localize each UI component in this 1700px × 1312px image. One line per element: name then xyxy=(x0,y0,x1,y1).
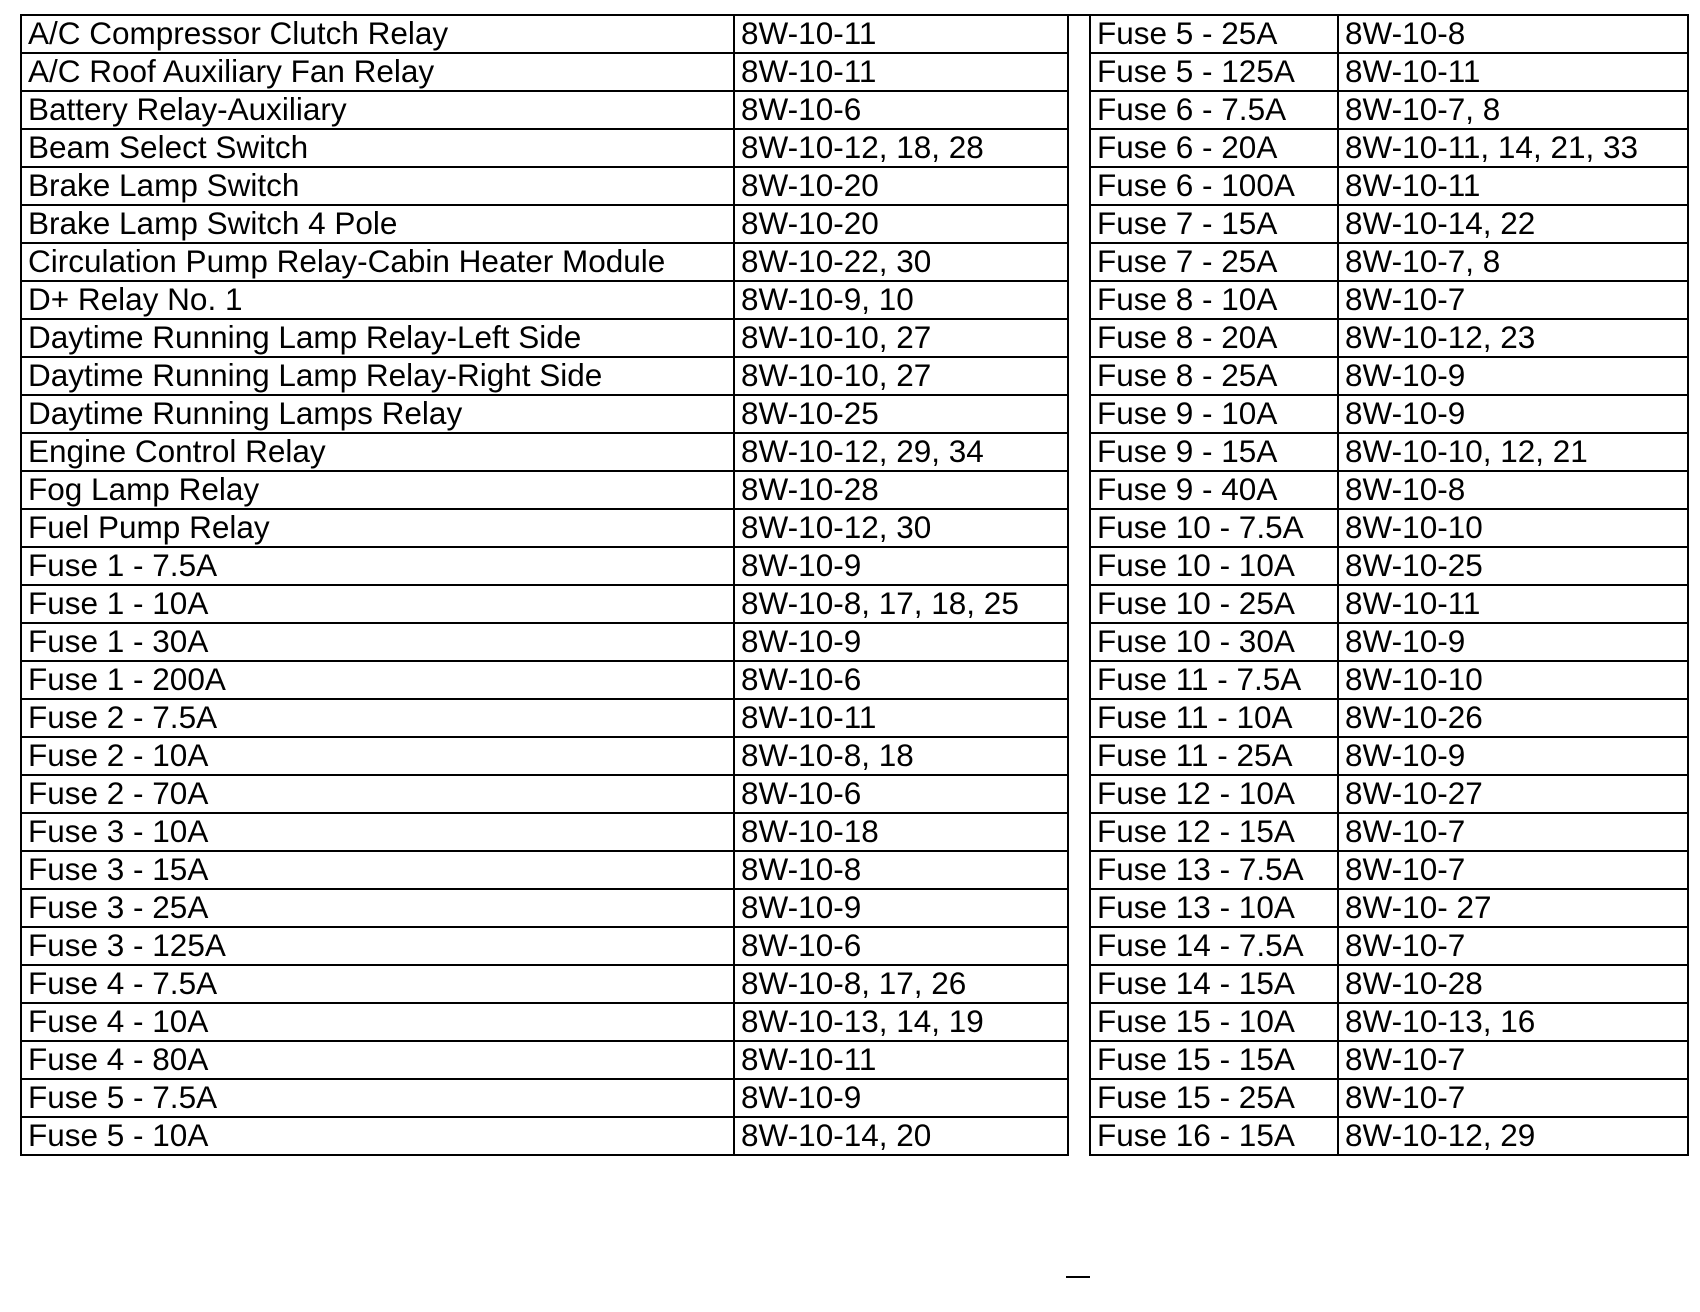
table-row xyxy=(1090,167,1688,205)
table-row xyxy=(21,15,1068,53)
reference-cell: 8W-10-8, 17, 18, 25 xyxy=(734,585,1068,623)
table-row xyxy=(1090,699,1688,737)
table-row xyxy=(21,281,1068,319)
component-cell: Fuse 11 - 25A xyxy=(1090,737,1338,775)
component-cell: Fuse 8 - 25A xyxy=(1090,357,1338,395)
table-row xyxy=(21,661,1068,699)
table-row xyxy=(1090,509,1688,547)
reference-cell: 8W-10-7 xyxy=(1338,1041,1688,1079)
reference-cell: 8W-10-11 xyxy=(734,53,1068,91)
component-cell: Fuse 3 - 10A xyxy=(21,813,734,851)
reference-cell: 8W-10-27 xyxy=(1338,775,1688,813)
table-row xyxy=(21,205,1068,243)
reference-cell: 8W-10-6 xyxy=(734,927,1068,965)
table-row xyxy=(21,965,1068,1003)
component-cell: Fuse 4 - 7.5A xyxy=(21,965,734,1003)
component-cell: Fuse 1 - 7.5A xyxy=(21,547,734,585)
table-row xyxy=(21,699,1068,737)
component-cell: Fuse 2 - 70A xyxy=(21,775,734,813)
table-row xyxy=(21,167,1068,205)
component-cell: Fuse 10 - 30A xyxy=(1090,623,1338,661)
component-cell: Fuse 12 - 15A xyxy=(1090,813,1338,851)
component-cell: Fuse 13 - 7.5A xyxy=(1090,851,1338,889)
reference-cell: 8W-10-9 xyxy=(1338,623,1688,661)
reference-cell: 8W-10-20 xyxy=(734,167,1068,205)
table-row xyxy=(1090,15,1688,53)
reference-cell: 8W-10-14, 22 xyxy=(1338,205,1688,243)
component-cell: Fuse 9 - 10A xyxy=(1090,395,1338,433)
table-row xyxy=(21,813,1068,851)
component-cell: Fuse 7 - 15A xyxy=(1090,205,1338,243)
component-cell: Fuse 2 - 7.5A xyxy=(21,699,734,737)
component-cell: Fuse 15 - 15A xyxy=(1090,1041,1338,1079)
component-cell: Brake Lamp Switch xyxy=(21,167,734,205)
table-row xyxy=(21,585,1068,623)
reference-cell: 8W-10-26 xyxy=(1338,699,1688,737)
component-cell: Fuse 6 - 7.5A xyxy=(1090,91,1338,129)
reference-cell: 8W-10-12, 23 xyxy=(1338,319,1688,357)
reference-cell: 8W-10-7 xyxy=(1338,1079,1688,1117)
table-row xyxy=(1090,471,1688,509)
reference-cell: 8W-10- 27 xyxy=(1338,889,1688,927)
reference-cell: 8W-10-9 xyxy=(1338,395,1688,433)
table-row xyxy=(1090,319,1688,357)
component-cell: Fuse 4 - 10A xyxy=(21,1003,734,1041)
table-row xyxy=(1090,1079,1688,1117)
reference-cell: 8W-10-7, 8 xyxy=(1338,91,1688,129)
reference-cell: 8W-10-6 xyxy=(734,91,1068,129)
reference-cell: 8W-10-6 xyxy=(734,775,1068,813)
reference-cell: 8W-10-10 xyxy=(1338,509,1688,547)
reference-cell: 8W-10-11 xyxy=(734,1041,1068,1079)
reference-cell: 8W-10-7 xyxy=(1338,813,1688,851)
reference-cell: 8W-10-13, 16 xyxy=(1338,1003,1688,1041)
reference-cell: 8W-10-28 xyxy=(1338,965,1688,1003)
table-row xyxy=(21,623,1068,661)
reference-cell: 8W-10-9 xyxy=(734,1079,1068,1117)
component-cell: Circulation Pump Relay-Cabin Heater Module xyxy=(21,243,734,281)
component-cell: Fuse 16 - 15A xyxy=(1090,1117,1338,1155)
component-cell: A/C Compressor Clutch Relay xyxy=(21,15,734,53)
component-cell: Fuse 8 - 20A xyxy=(1090,319,1338,357)
component-cell: Fuse 1 - 30A xyxy=(21,623,734,661)
table-row xyxy=(21,319,1068,357)
reference-cell: 8W-10-11, 14, 21, 33 xyxy=(1338,129,1688,167)
table-row xyxy=(21,1041,1068,1079)
table-row xyxy=(1090,965,1688,1003)
component-cell: Fuse 10 - 7.5A xyxy=(1090,509,1338,547)
reference-cell: 8W-10-25 xyxy=(1338,547,1688,585)
table-row xyxy=(21,927,1068,965)
component-cell: Fuse 12 - 10A xyxy=(1090,775,1338,813)
component-cell: Fuse 15 - 10A xyxy=(1090,1003,1338,1041)
table-row xyxy=(1090,623,1688,661)
component-cell: Fuse 3 - 25A xyxy=(21,889,734,927)
reference-cell: 8W-10-11 xyxy=(1338,53,1688,91)
component-cell: Fuse 5 - 7.5A xyxy=(21,1079,734,1117)
component-cell: Fuse 15 - 25A xyxy=(1090,1079,1338,1117)
component-cell: Daytime Running Lamps Relay xyxy=(21,395,734,433)
reference-cell: 8W-10-8 xyxy=(734,851,1068,889)
table-row xyxy=(1090,1041,1688,1079)
reference-cell: 8W-10-10, 27 xyxy=(734,319,1068,357)
table-row xyxy=(21,1117,1068,1155)
reference-cell: 8W-10-9 xyxy=(734,547,1068,585)
table-row xyxy=(21,91,1068,129)
component-cell: Fuse 3 - 125A xyxy=(21,927,734,965)
table-row xyxy=(21,547,1068,585)
component-cell: Fuse 14 - 7.5A xyxy=(1090,927,1338,965)
reference-cell: 8W-10-20 xyxy=(734,205,1068,243)
table-row xyxy=(1090,851,1688,889)
table-row xyxy=(1090,129,1688,167)
table-row xyxy=(1090,661,1688,699)
component-cell: Fuse 14 - 15A xyxy=(1090,965,1338,1003)
table-row xyxy=(21,243,1068,281)
reference-cell: 8W-10-7 xyxy=(1338,851,1688,889)
table-row xyxy=(21,737,1068,775)
component-cell: Fuse 6 - 20A xyxy=(1090,129,1338,167)
table-row xyxy=(1090,395,1688,433)
table-row xyxy=(1090,1117,1688,1155)
table-row xyxy=(1090,243,1688,281)
reference-cell: 8W-10-28 xyxy=(734,471,1068,509)
table-row xyxy=(21,433,1068,471)
component-cell: Engine Control Relay xyxy=(21,433,734,471)
table-row xyxy=(1090,1003,1688,1041)
component-cell: Fuel Pump Relay xyxy=(21,509,734,547)
table-row xyxy=(21,851,1068,889)
component-cell: Fuse 13 - 10A xyxy=(1090,889,1338,927)
reference-cell: 8W-10-14, 20 xyxy=(734,1117,1068,1155)
reference-cell: 8W-10-7 xyxy=(1338,927,1688,965)
component-cell: Fog Lamp Relay xyxy=(21,471,734,509)
component-cell: Fuse 8 - 10A xyxy=(1090,281,1338,319)
reference-cell: 8W-10-7 xyxy=(1338,281,1688,319)
reference-cell: 8W-10-10, 27 xyxy=(734,357,1068,395)
component-cell: Fuse 1 - 10A xyxy=(21,585,734,623)
component-cell: Daytime Running Lamp Relay-Left Side xyxy=(21,319,734,357)
reference-cell: 8W-10-7, 8 xyxy=(1338,243,1688,281)
table-row xyxy=(1090,585,1688,623)
table-row xyxy=(21,889,1068,927)
table-row xyxy=(21,129,1068,167)
table-row xyxy=(21,357,1068,395)
reference-cell: 8W-10-11 xyxy=(734,15,1068,53)
component-cell: Beam Select Switch xyxy=(21,129,734,167)
reference-cell: 8W-10-6 xyxy=(734,661,1068,699)
component-cell: D+ Relay No. 1 xyxy=(21,281,734,319)
component-cell: Brake Lamp Switch 4 Pole xyxy=(21,205,734,243)
reference-cell: 8W-10-8, 17, 26 xyxy=(734,965,1068,1003)
table-row xyxy=(21,471,1068,509)
component-cell: Fuse 9 - 40A xyxy=(1090,471,1338,509)
component-cell: Battery Relay-Auxiliary xyxy=(21,91,734,129)
reference-cell: 8W-10-8 xyxy=(1338,471,1688,509)
component-cell: Fuse 5 - 25A xyxy=(1090,15,1338,53)
table-row xyxy=(21,1079,1068,1117)
component-cell: Fuse 10 - 10A xyxy=(1090,547,1338,585)
component-cell: Daytime Running Lamp Relay-Right Side xyxy=(21,357,734,395)
reference-cell: 8W-10-13, 14, 19 xyxy=(734,1003,1068,1041)
table-row xyxy=(21,1003,1068,1041)
component-cell: Fuse 9 - 15A xyxy=(1090,433,1338,471)
table-row xyxy=(21,395,1068,433)
reference-cell: 8W-10-10, 12, 21 xyxy=(1338,433,1688,471)
table-row xyxy=(1090,927,1688,965)
reference-cell: 8W-10-8, 18 xyxy=(734,737,1068,775)
reference-cell: 8W-10-18 xyxy=(734,813,1068,851)
reference-cell: 8W-10-25 xyxy=(734,395,1068,433)
reference-cell: 8W-10-12, 29 xyxy=(1338,1117,1688,1155)
reference-cell: 8W-10-11 xyxy=(734,699,1068,737)
reference-cell: 8W-10-9, 10 xyxy=(734,281,1068,319)
table-body-right xyxy=(1090,15,1688,1155)
component-cell: Fuse 5 - 125A xyxy=(1090,53,1338,91)
component-cell: Fuse 6 - 100A xyxy=(1090,167,1338,205)
component-cell: Fuse 4 - 80A xyxy=(21,1041,734,1079)
column-gutter xyxy=(1066,14,1090,1278)
table-row xyxy=(21,53,1068,91)
reference-cell: 8W-10-11 xyxy=(1338,167,1688,205)
table-row xyxy=(1090,205,1688,243)
reference-cell: 8W-10-8 xyxy=(1338,15,1688,53)
table-row xyxy=(1090,357,1688,395)
reference-cell: 8W-10-12, 18, 28 xyxy=(734,129,1068,167)
component-cell: Fuse 10 - 25A xyxy=(1090,585,1338,623)
component-cell: Fuse 1 - 200A xyxy=(21,661,734,699)
component-cell: Fuse 11 - 7.5A xyxy=(1090,661,1338,699)
reference-cell: 8W-10-22, 30 xyxy=(734,243,1068,281)
component-cell: Fuse 11 - 10A xyxy=(1090,699,1338,737)
table-row xyxy=(1090,433,1688,471)
table-row xyxy=(1090,775,1688,813)
component-cell: Fuse 7 - 25A xyxy=(1090,243,1338,281)
reference-cell: 8W-10-9 xyxy=(734,889,1068,927)
reference-cell: 8W-10-9 xyxy=(1338,737,1688,775)
table-row xyxy=(1090,813,1688,851)
component-cell: Fuse 2 - 10A xyxy=(21,737,734,775)
component-cell: A/C Roof Auxiliary Fan Relay xyxy=(21,53,734,91)
component-index-table-left xyxy=(20,14,1069,1156)
component-cell: Fuse 5 - 10A xyxy=(21,1117,734,1155)
component-index-table-right xyxy=(1089,14,1689,1156)
table-row xyxy=(1090,281,1688,319)
table-row xyxy=(1090,53,1688,91)
reference-cell: 8W-10-9 xyxy=(1338,357,1688,395)
table-row xyxy=(1090,737,1688,775)
reference-cell: 8W-10-9 xyxy=(734,623,1068,661)
table-row xyxy=(21,775,1068,813)
table-row xyxy=(1090,547,1688,585)
table-row xyxy=(1090,889,1688,927)
reference-cell: 8W-10-10 xyxy=(1338,661,1688,699)
reference-cell: 8W-10-12, 29, 34 xyxy=(734,433,1068,471)
table-row xyxy=(1090,91,1688,129)
table-row xyxy=(21,509,1068,547)
table-body-left xyxy=(21,15,1068,1155)
reference-cell: 8W-10-11 xyxy=(1338,585,1688,623)
reference-cell: 8W-10-12, 30 xyxy=(734,509,1068,547)
component-cell: Fuse 3 - 15A xyxy=(21,851,734,889)
